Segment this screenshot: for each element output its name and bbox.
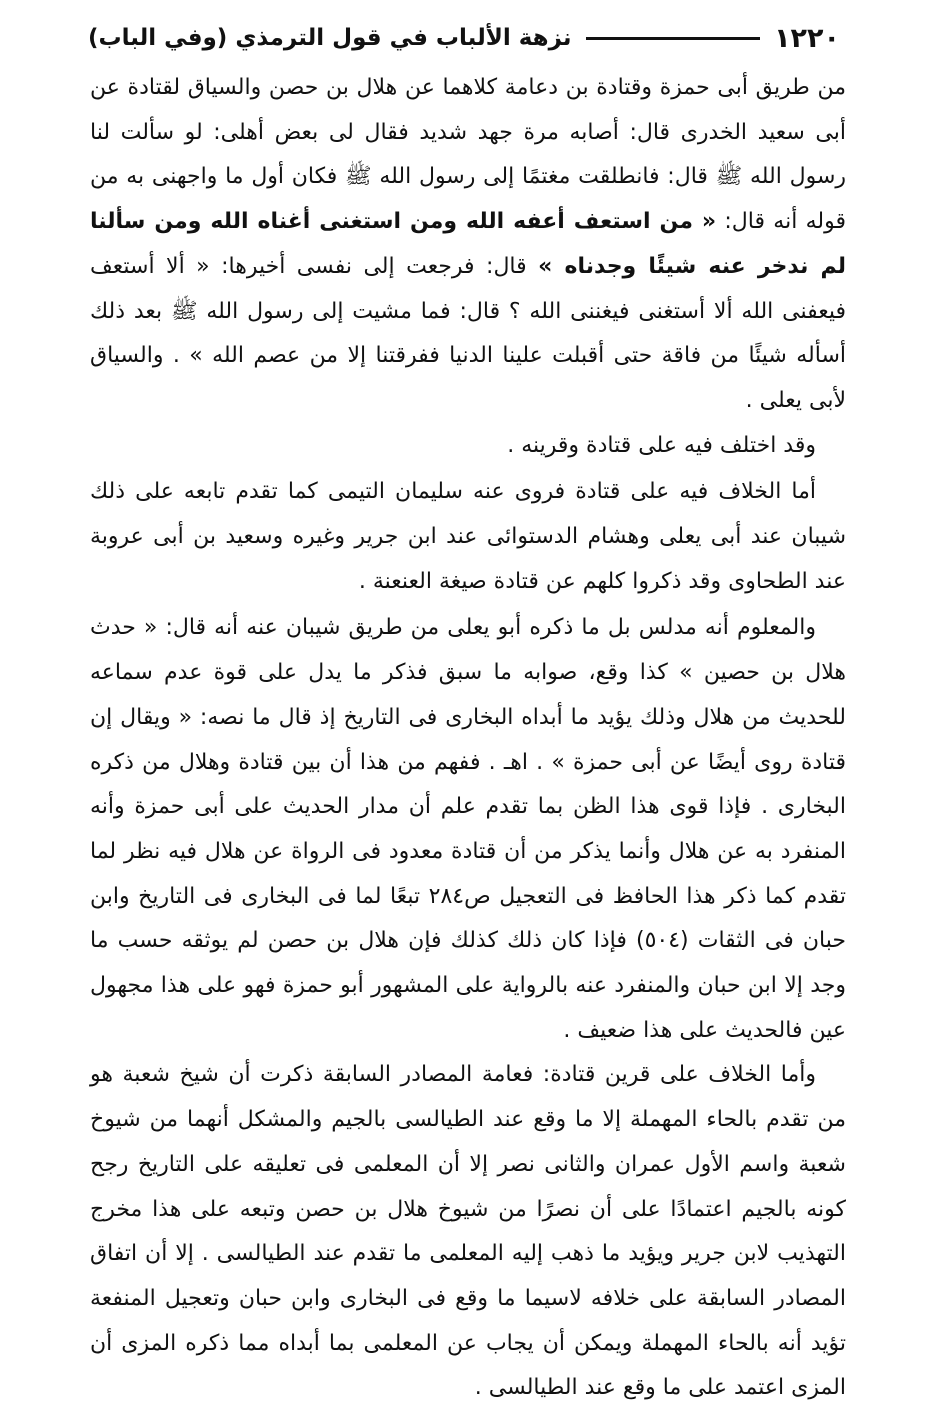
paragraph-5: وأما الخلاف على قرين قتادة: فعامة المصادر السابقة ذكرت أن شيخ شعبة هو من تقدم بالحاء المهملة إلا ما وقع عند الطيالسى بالجيم والمشكل أنهما من شيوخ شعبة واسم الأول عمران والثانى نصر إلا أن المعلمى فى تعليقه على التاريخ رجح كونه بالجيم اعتمادًا على أن نصرًا من شيوخ هلال بن حصن وتبعه على هذا مخرج التهذيب لابن جرير ويؤيد ما ذهب إليه المعلمى ما تقدم عند الطيالسى . إلا أن اتفاق المصادر السابقة على خلافه لاسيما ما وقع فى البخارى وابن حبان وتعجيل المنفعة تؤيد أنه بالحاء المهملة ويمكن أن يجاب عن المعلمى بما أبداه مما ذكره المزى أن المزى اعتمد على ما وقع عند الطيالسى . (90, 1062, 846, 1401)
paragraph-1-rest: قال: فرجعت إلى نفسى أخيرها: « ألا أستعف فيعفنى الله ألا أستغنى فيغننى الله ؟ قال: فما مشيت إلى رسول الله ﷺ بعد ذلك أسأله شيئًا من فاقة حتى أقبلت علينا الدنيا ففرقتنا إلا من عصم الله » . والسياق لأبى يعلى . (90, 253, 846, 413)
page-header (88, 18, 840, 58)
paragraph-4: والمعلوم أنه مدلس بل ما ذكره أبو يعلى من طريق شيبان عنه أنه قال: « حدث هلال بن حصين » كذا وقع، صوابه ما سبق فذكر ما يدل على قوة عدم سماعه للحديث من هلال وذلك يؤيد ما أبداه البخارى فى التاريخ إذ قال ما نصه: « ويقال إن قتادة روى أيضًا عن أبى حمزة » . اهـ . ففهم من هذا أن بين قتادة وهلال من ذكره البخارى . فإذا قوى هذا الظن بما تقدم علم أن مدار الحديث على أبى حمزة وأنه المنفرد به عن هلال وأنما يذكر من أن قتادة معدود فى الرواة عن هلال فيه نظر لما تقدم كما ذكر هذا الحافظ فى التعجيل ص٢٨٤ تبعًا لما فى البخارى فى التاريخ وابن حبان فى الثقات (٥٠٤) فإذا كان ذلك كذلك فإن هلال بن حصن لم يوثقه حسب ما وجد إلا ابن حبان والمنفرد عنه بالرواية على المشهور أبو حمزة فهو على هذا مجهول عين فالحديث على هذا ضعيف . (90, 615, 846, 1043)
page-number: ١٢٢٠ (774, 22, 840, 54)
paragraph-1-intro: من طريق أبى حمزة وقتادة بن دعامة كلاهما عن هلال بن حصن والسياق لقتادة عن أبى سعيد الخدرى قال: أصابه مرة جهد شديد فقال لى بعض أهلى: لو سألت لنا رسول الله ﷺ قال: فانطلقت مغتمًا إلى رسول الله ﷺ فكان أول ما واجهنى به من قوله أنه قال: (90, 75, 846, 235)
body-text (90, 66, 846, 1411)
hadith-quote: « من استعف أعفه الله ومن استغنى أغناه الله ومن سألنا لم ندخر عنه شيئًا وجدناه » (90, 209, 847, 279)
paragraph-2: وقد اختلف فيه على قتادة وقرينه . (507, 432, 816, 458)
paragraph-3: أما الخلاف فيه على قتادة فروى عنه سليمان التيمى كما تقدم تابعه على ذلك شيبان عند أبى يعلى وهشام الدستوائى عند ابن جرير وغيره وسعيد بن أبى عروبة عند الطحاوى وقد ذكروا كلهم عن قتادة صيغة العنعنة . (90, 479, 846, 594)
header-rule (586, 37, 761, 40)
paragraph-1 (90, 66, 846, 424)
running-title: نزهة الألباب في قول الترمذي (وفي الباب) (88, 25, 572, 51)
